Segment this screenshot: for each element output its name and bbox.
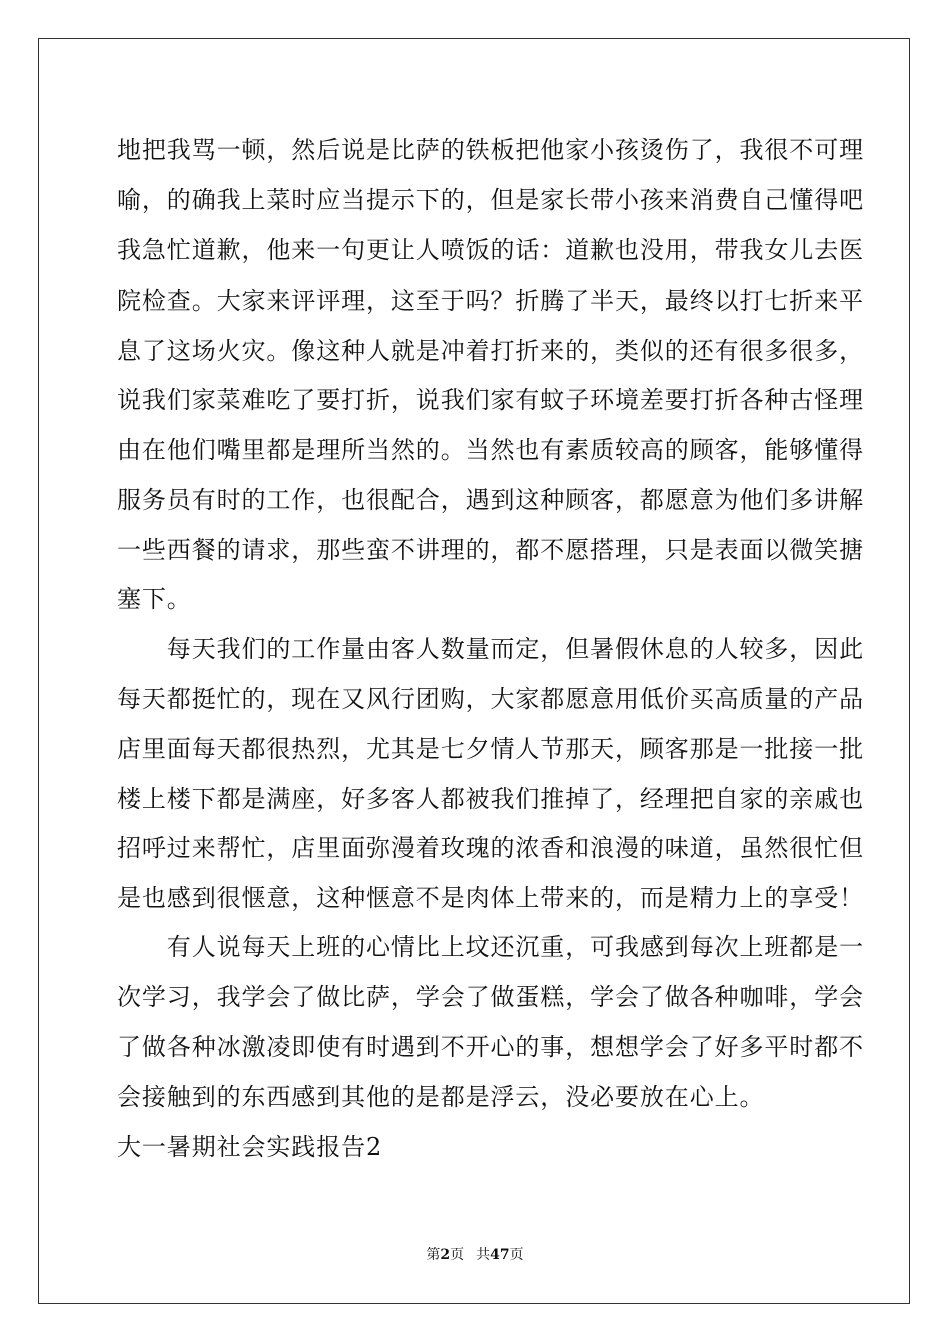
- text-line: 喻，的确我上菜时应当提示下的，但是家长带小孩来消费自己懂得吧: [117, 186, 864, 214]
- text-line: 息了这场火灾。像这种人就是冲着打折来的，类似的还有很多很多，: [117, 337, 864, 365]
- text-line: 是也感到很惬意，这种惬意不是肉体上带来的，而是精力上的享受！: [117, 884, 864, 912]
- footer-total-prefix: 共: [476, 1247, 491, 1263]
- text-line: 塞下。: [117, 585, 192, 613]
- text-line: 院检查。大家来评评理，这至于吗？折腾了半天，最终以打七折来平: [117, 287, 864, 315]
- text-line: 我急忙道歉，他来一句更让人喷饭的话：道歉也没用，带我女儿去医: [117, 236, 864, 264]
- text-line: 一些西餐的请求，那些蛮不讲理的，都不愿搭理，只是表面以微笑搪: [117, 536, 864, 564]
- page-footer: [0, 1246, 950, 1264]
- footer-page-number: 2: [440, 1247, 451, 1263]
- text-line: 地把我骂一顿，然后说是比萨的铁板把他家小孩烫伤了，我很不可理: [117, 136, 864, 164]
- text-line: 有人说每天上班的心情比上坟还沉重，可我感到每次上班都是一: [117, 933, 864, 961]
- text-line: 招呼过来帮忙，店里面弥漫着玫瑰的浓香和浪漫的味道，虽然很忙但: [117, 834, 864, 862]
- text-line: 次学习，我学会了做比萨，学会了做蛋糕，学会了做各种咖啡，学会: [117, 983, 864, 1011]
- text-line: 会接触到的东西感到其他的是都是浮云，没必要放在心上。: [117, 1083, 765, 1111]
- footer-total-suffix: 页: [509, 1247, 524, 1263]
- footer-page-prefix: 第: [426, 1247, 441, 1263]
- text-line: 服务员有时的工作，也很配合，遇到这种顾客，都愿意为他们多讲解: [117, 486, 864, 514]
- page-border: [38, 38, 910, 1304]
- footer-page-suffix: 页: [450, 1247, 465, 1263]
- text-line: 楼上楼下都是满座，好多客人都被我们推掉了，经理把自家的亲戚也: [117, 785, 864, 813]
- text-line: 由在他们嘴里都是理所当然的。当然也有素质较高的顾客，能够懂得: [117, 436, 864, 464]
- section-heading: 大一暑期社会实践报告2: [117, 1133, 383, 1161]
- text-line: 每天都挺忙的，现在又风行团购，大家都愿意用低价买高质量的产品: [117, 685, 864, 713]
- text-line: 每天我们的工作量由客人数量而定，但暑假休息的人较多，因此: [117, 635, 864, 663]
- footer-total-pages: 47: [490, 1247, 510, 1263]
- text-line: 了做各种冰激凌即使有时遇到不开心的事，想想学会了好多平时都不: [117, 1033, 864, 1061]
- text-line: 店里面每天都很热烈，尤其是七夕情人节那天，顾客那是一批接一批: [117, 735, 864, 763]
- text-line: 说我们家菜难吃了要打折，说我们家有蚊子环境差要打折各种古怪理: [117, 386, 864, 414]
